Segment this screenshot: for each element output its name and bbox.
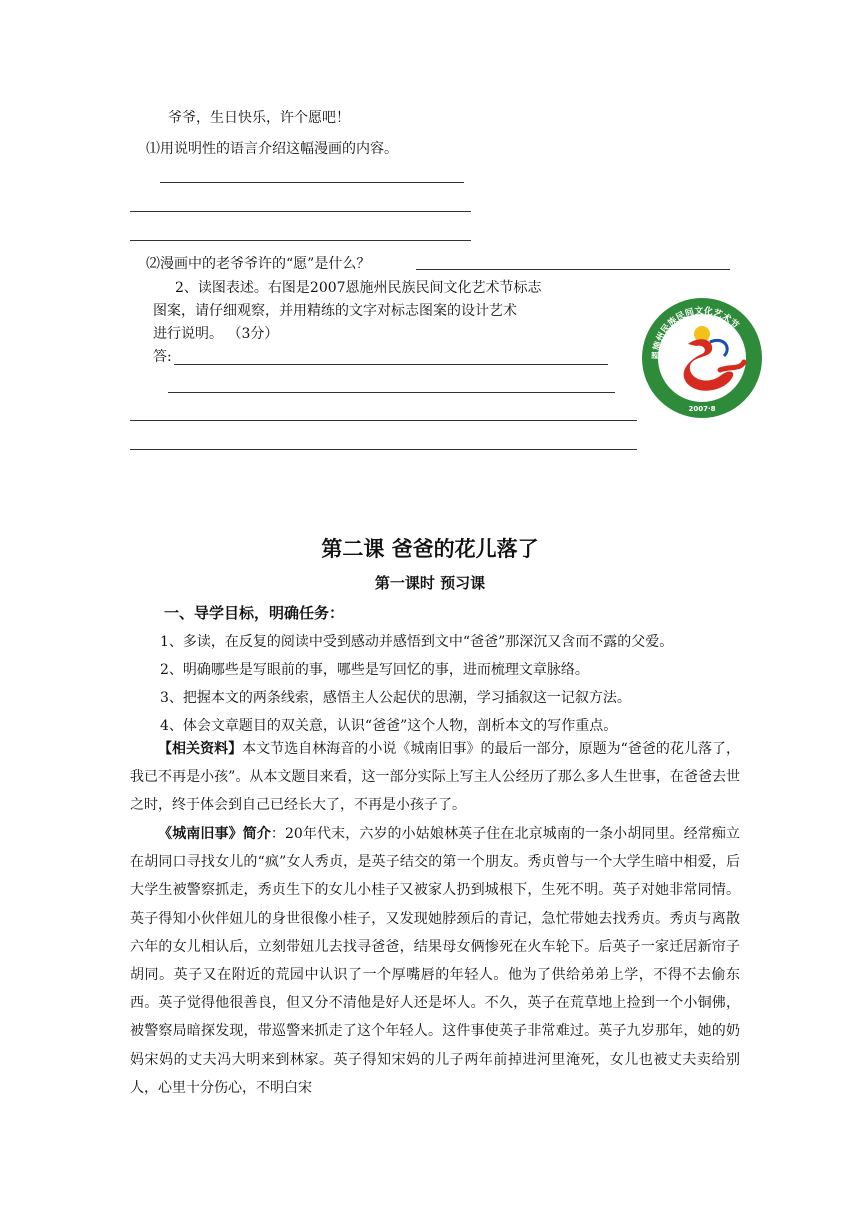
goal-item: 1、多读，在反复的阅读中受到感动并感悟到文中“爸爸”那深沉又含而不露的父爱。	[160, 634, 674, 650]
reference-label: 【相关资料】	[158, 741, 243, 757]
task-2-line-3: 进行说明。 （3分）	[153, 326, 279, 342]
goal-item: 2、明确哪些是写眼前的事，哪些是写回忆的事，进而梳理文章脉络。	[160, 662, 589, 678]
lesson-subtitle: 第一课时 预习课	[374, 574, 486, 592]
section-heading: 一、导学目标，明确任务：	[164, 604, 345, 622]
book-intro-text: ：20年代末，六岁的小姑娘林英子住在北京城南的一条小胡同里。经常痴立在胡同口寻找女儿的“疯”女人秀贞，是英子结交的第一个朋友。秀贞曾与一个大学生暗中相爱，后大学生被警察抓走，秀贞生下的女儿小桂子又被家人扔到城根下，生死不明。英子对她非常同情。英子得知小伙伴妞儿的身世很像小桂子，又发现她脖颈后的青记，急忙带她去找秀贞。秀贞与离散六年的女儿相认后，立刻带妞儿去找寻爸爸，结果母女俩惨死在火车轮下。后英子一家迁居新帘子胡同。英子又在附近的荒园中认识了一个厚嘴唇的年轻人。他为了供给弟弟上学，不得不去偷东西。英子觉得他很善良，但又分不清他是好人还是坏人。不久，英子在荒草地上捡到一个小铜佛，被警察局暗探发现，带巡警来抓走了这个年轻人。这件事使英子非常难过。英子九岁那年，她的奶妈宋妈的丈夫冯大明来到林家。英子得知宋妈的儿子两年前掉进河里淹死，女儿也被丈夫卖给别人，心里十分伤心，不明白宋	[130, 826, 741, 1096]
task-2-line-1: 2、读图表述。右图是2007恩施州民族民间文化艺术节标志	[175, 280, 542, 296]
lesson-title: 第二课 爸爸的花儿落了	[321, 537, 539, 561]
answer-line	[174, 364, 608, 365]
answer-line	[130, 211, 471, 212]
answer-line	[416, 269, 730, 270]
reference-text: 本文节选自林海音的小说《城南旧事》的最后一部分，原题为“爸爸的花儿落了，我已不再是小孩”。从本文题目来看，这一部分实际上写主人公经历了那么多人生世事，在爸爸去世之时，终于体会到自己已经长大了，不再是小孩子了。	[130, 741, 740, 814]
book-intro-paragraph	[130, 820, 740, 1102]
greeting-text: 爷爷，生日快乐，许个愿吧！	[168, 110, 350, 126]
book-intro-label: 《城南旧事》简介	[158, 826, 271, 842]
answer-line	[160, 182, 464, 183]
answer-line	[130, 449, 637, 450]
task-2-line-2: 图案，请仔细观察，并用精练的文字对标志图案的设计艺术	[153, 303, 517, 319]
question-2: ⑵漫画中的老爷爷许的“愿”是什么？	[146, 256, 371, 272]
goal-item: 3、把握本文的两条线索，感悟主人公起伏的思潮，学习插叙这一记叙方法。	[160, 690, 631, 706]
reference-paragraph	[130, 735, 740, 820]
answer-line	[130, 420, 637, 421]
answer-line	[168, 392, 615, 393]
answer-line	[130, 240, 471, 241]
goal-item: 4、体会文章题目的双关意，认识“爸爸”这个人物，剖析本文的写作重点。	[160, 718, 618, 734]
festival-logo	[640, 296, 764, 420]
question-1: ⑴用说明性的语言介绍这幅漫画的内容。	[146, 141, 398, 157]
answer-label: 答:	[153, 349, 172, 365]
logo-ring-text: 恩施州民族民间文化艺术节	[651, 306, 741, 361]
logo-year: 2007·8	[688, 405, 716, 413]
